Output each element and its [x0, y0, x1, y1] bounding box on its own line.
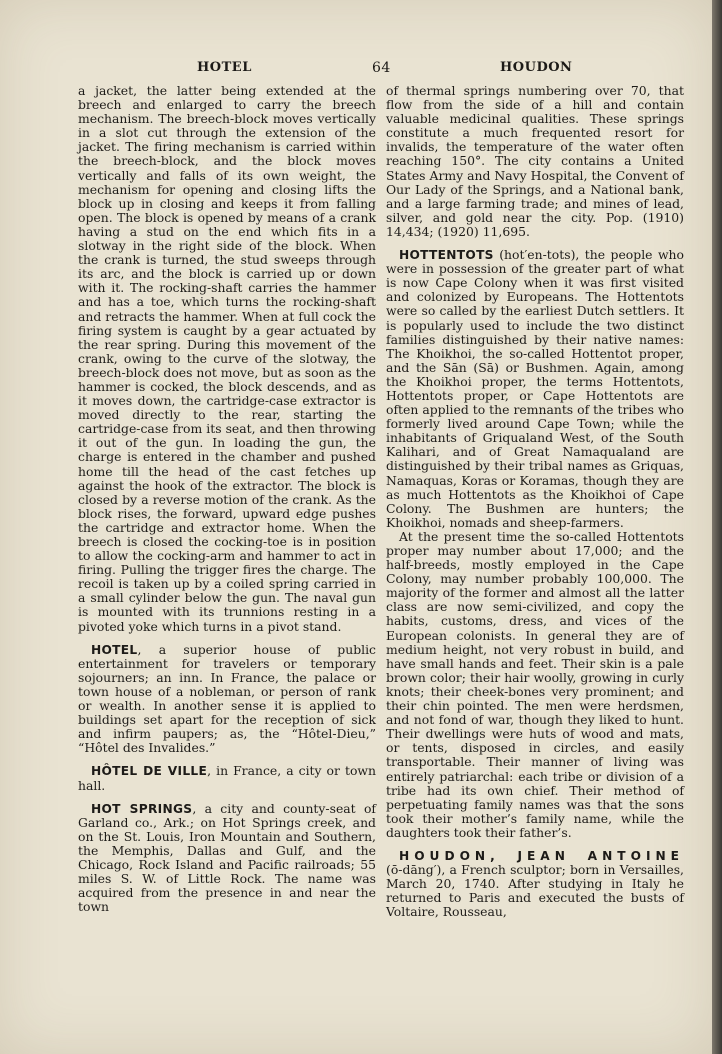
- entry-hotel: [78, 643, 376, 756]
- entry-headword: HOT SPRINGS: [91, 801, 193, 816]
- continuation-paragraph: a jacket, the latter being extended at the breech and enlarged to carry the breech mechanism. The breech-block moves vertically in a slot cut through the extension of the jacket. The firing mechanism is carried within the breech-block, and the block moves vertically and falls of its own weight, the mechanism for opening and closing lifts the block up in closing and keeps it from falling open. The block is opened by means of a crank having a stud on the end which fits in a slotway in the right side of the block. When the crank is turned, the stud sweeps through its arc, and the block is carried up or down with it. The rocking-shaft carries the hammer and has a toe, which turns the rocking-shaft and retracts the hammer. When at full cock the firing system is caught by a gear actuated by the rear spring. During this movement of the crank, owing to the curve of the slotway, the breech-block does not move, but as soon as the hammer is cocked, the block descends, and as it moves down, the cartridge-case extractor is moved directly to the rear, starting the cartridge-case from its seat, and then throwing it out of the gun. In loading the gun, the charge is entered in the chamber and pushed home till the head of the cast fetches up against the hook of the extractor. The block is closed by a reverse motion of the crank. As the block rises, the forward, upward edge pushes the cartridge and extractor home. When the breech is closed the cocking-toe is in position to allow the cocking-arm and hammer to act in firing. Pulling the trigger fires the charge. The recoil is taken up by a coiled spring carried in a small cylinder below the gun. The naval gun is mounted with its trunnions resting in a pivoted yoke which turns in a pivot stand.: [78, 83, 376, 634]
- continuation-paragraph: of thermal springs numbering over 70, that flow from the side of a hill and contain valuable medicinal qualities. These springs constitute a much frequented resort for invalids, the temperature of the water often reaching 150°. The city contains a United States Army and Navy Hospital, the Convent of Our Lady of the Springs, and a National bank, and a large farming trade; and mines of lead, silver, and gold near the city. Pop. (1910) 14,434; (1920) 11,695.: [386, 83, 684, 239]
- left-column: [78, 84, 376, 914]
- running-header: [0, 60, 712, 82]
- guide-word-left: HOTEL: [197, 60, 252, 75]
- entry-headword: HOUDON, JEAN ANTOINE: [399, 848, 684, 863]
- entry-headword: HOTEL: [91, 642, 138, 657]
- entry-text: , a city and county-seat of Garland co., Ark.; on Hot Springs creek, and on the St. Louis, Iron Mountain and Southern, the Memphis, Dallas and Gulf, and the Chicago, Rock Island and Pacific railroads; 55 miles S. W. of Little Rock. The name was acquired from the presence in and near the town: [78, 800, 376, 915]
- entry-headword: HOTTENTOTS: [399, 248, 494, 263]
- entry-text: , in France, a city or town hall.: [78, 763, 376, 793]
- entry-paragraph: At the present time the so-called Hottentots proper may number about 17,000; and the half-breeds, mostly employed in the Cape Colony, may number probably 100,000. The majority of the former and almost all the latter class are now semi-civilized, and copy the habits, customs, dress, and vices of the European colonists. In general they are of medium height, not very robust in build, and have small hands and feet. Their skin is a pale brown color; their hair woolly, growing in curly knots; their cheek-bones very prominent; and their chin pointed. The men were herdsmen, and not fond of war, though they liked to hunt. Their dwellings were huts of wood and mats, or tents, disposed in circles, and easily transportable. Their manner of living was entirely patriarchal: each tribe or division of a tribe had its own chief. Their method of perpetuating family names was that the sons took their mother’s family name, while the daughters took their father’s.: [386, 528, 684, 840]
- page-edge-shadow: [712, 0, 722, 1054]
- entry-hotel-de-ville: [78, 764, 376, 792]
- entry-text: , a superior house of public entertainment for travelers or temporary sojourners; an inn. In France, the palace or town house of a nobleman, or person of rank or wealth. In another sense it is applied to buildings set apart for the reception of sick and infirm paupers; as, the “Hôtel-Dieu,” “Hôtel des Invalides.”: [78, 641, 376, 756]
- entry-text: (hot′en-tots), the people who were in possession of the greater part of what is now Cape Colony when it was first visited and colonized by Europeans. The Hottentots were so called by the earliest Dutch settlers. It is popularly used to include the two distinct families distinguished by their native names: The Khoikhoi, the so-called Hottentot proper, and the Sān (Sā) or Bushmen. Again, among the Khoikhoi proper, the terms Hottentots, Hottentots proper, or Cape Hottentots are often applied to the remnants of the tribes who formerly lived around Cape Town; while the inhabitants of Griqualand West, of the South Kalihari, and of Great Namaqualand are distinguished by their tribal names as Griquas, Namaquas, Koras or Koramas, though they are as much Hottentots as the Khoikhoi of Cape Colony. The Bushmen are hunters; the Khoikhoi, nomads and sheep-farmers.: [386, 247, 684, 530]
- entry-text: (ō-dāng′), a French sculptor; born in Versailles, March 20, 1740. After studying in Italy he returned to Paris and executed the busts of Voltaire, Rousseau,: [386, 862, 684, 920]
- right-column: [386, 84, 684, 919]
- entry-houdon: [386, 849, 684, 919]
- entry-hottentots: [386, 248, 684, 530]
- page-number: 64: [372, 60, 391, 76]
- guide-word-right: HOUDON: [500, 60, 573, 75]
- entry-headword: HÔTEL DE VILLE: [91, 764, 208, 779]
- entry-hot-springs: [78, 802, 376, 915]
